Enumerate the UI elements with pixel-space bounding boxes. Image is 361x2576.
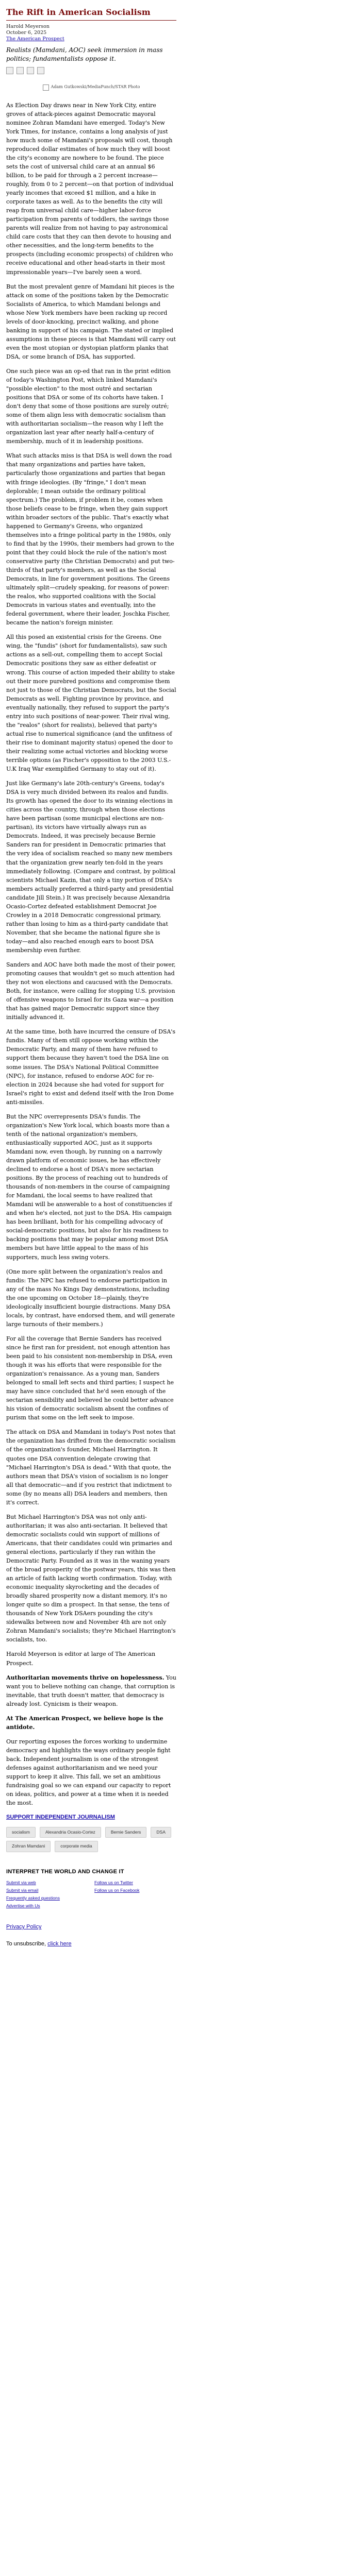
article-paragraph: Sanders and AOC have both made the most of their power, promoting causes that wouldn't get so much attention had they not won elections and caucused with the Democrats. Both, for instance, were calling for stopping U.S. provision of offensive weapons to Israel for its Gaza war—a position that has gained major Democratic support since they initially advanced it. <box>6 961 176 1021</box>
newsletter-links <box>6 1879 176 1910</box>
email-footer <box>6 1923 176 1948</box>
tag-chip[interactable]: Zohran Mamdani <box>6 1841 51 1852</box>
tag-chip[interactable]: corporate media <box>55 1841 97 1852</box>
article-image <box>6 78 176 97</box>
article-paragraph: But Michael Harrington's DSA was not only anti-authoritarian; it was also anti-sectarian. It believed that democratic socialists could win support of millions of Americans, that their candidates could win primaries and general elections, particularly if they ran within the Democratic Party. Founded as it was in the waning years of the broad prosperity of the postwar years, this was then an article of faith lacking worth confirmation. Today, with economic inequality skyrocketing and the decades of broadly shared prosperity now a distant memory, it's no longer quite so dim a prospect. In that sense, the tens of thousands of New York DSAers pounding the city's sidewalks between now and November 4th are not only Zohran Mamdani's socialists; they're Michael Harrington's socialists, too. <box>6 1513 176 1643</box>
newsletter-heading: INTERPRET THE WORLD AND CHANGE IT <box>6 1868 124 1875</box>
newsletter-link[interactable]: Advertise with Us <box>6 1903 40 1909</box>
newsletter-link <box>94 1895 176 1902</box>
article <box>6 6 176 1957</box>
newsletter-link[interactable]: Submit via email <box>6 1887 39 1893</box>
tag-chip[interactable]: socialism <box>6 1827 36 1838</box>
image-alt-text: Adam Gutkowski/MediaPunch/STAR Photo <box>51 84 140 90</box>
newsletter-link[interactable]: Submit via web <box>6 1879 36 1885</box>
share-print-icon[interactable] <box>37 67 44 74</box>
article-paragraph: What such attacks miss is that DSA is well down the road that many organizations and parties have taken, particularly those organizations and parties that began with fringe ideologies. (By "fringe," I don't mean deplorable; I mean outside the ordinary political spectrum.) The problem, if problem it be, comes when those beliefs cease to be fringe, when they gain support within broader sectors of the public. That's exactly what happened to Germany's Greens, who organized themselves into a fringe political party in the 1980s, only to find that by the 1990s, their members had grown to the point that they could block the rule of the nation's most conservative party (the Christian Democrats) and put two-thirds of that party's members, as well as the Social Democrats, in line for government positions. The Greens ultimately split—crudely speaking, for reasons of power: the realos, who supported coalitions with the Social Democrats in various states and eventually, into the federal government, where their leader, Joschka Fischer, became the nation's foreign minister. <box>6 452 175 626</box>
article-meta <box>6 24 176 43</box>
share-twitter-icon[interactable] <box>17 67 24 74</box>
article-body <box>6 101 176 1668</box>
article-paragraph: As Election Day draws near in New York City, entire groves of attack-pieces against Democratic mayoral nominee Zohran Mamdani have emerged. Today's New York Times, for instance, contains a long analysis of just how much some of Mamdani's proposals will cost, though reproduced dollar estimates of how much they will boost the city's economy are nowhere to be found. The piece sets the cost of universal child care at an annual $6 billion, to be paid for through a 2 percent increase—roughly, from 0 to 2 percent—on that portion of individual yearly incomes that exceed $1 million, and a hike in corporate taxes as well. As to the benefits the city will reap from universal child care—higher labor-force participation from parents of toddlers, the savings those parents will realize from not having to pay astronomical child care costs that they can then devote to housing and other necessities, and the long-term benefits to the prospects (including economic prospects) of children who receive educational and other head-starts in their most impressionable years—I've barely seen a word. <box>6 101 174 276</box>
tag-chip[interactable]: Alexandria Ocasio-Cortez <box>40 1827 101 1838</box>
date: October 6, 2025 <box>6 30 47 36</box>
article-paragraph: Harold Meyerson is editor at large of The American Prospect. <box>6 1651 156 1667</box>
article-paragraph: One such piece was an op-ed that ran in the print edition of today's Washington Post, which linked Mamdani's "possible election" to the most outré and sectarian positions that DSA or some of its cohorts have taken. I don't deny that some of those positions are surely outré; some of them align less with democratic socialism than with authoritarian socialism—the reason why I left the organization last year after nearly half-a-century of membership, much of it in leadership positions. <box>6 367 171 445</box>
author: Harold Meyerson <box>6 23 50 29</box>
tag-chip[interactable]: Bernie Sanders <box>105 1827 147 1838</box>
newsletter-link[interactable]: Follow us on Twitter <box>94 1879 133 1885</box>
article-paragraph: (One more split between the organization's realos and fundis: The NPC has refused to endorse participation in any of the mass No Kings Day demonstrations, including the one upcoming on October 18—plainly, they're ideologically insufficient bourgie distractions. Many DSA locals, by contrast, have endorsed them, and will generate large turnouts of their members.) <box>6 1268 175 1328</box>
share-row <box>6 67 176 74</box>
share-facebook-icon[interactable] <box>6 67 13 74</box>
support-link[interactable]: SUPPORT INDEPENDENT JOURNALISM <box>6 1814 115 1821</box>
article-title: The Rift in American Socialism <box>6 6 176 21</box>
article-paragraph: Just like Germany's late 20th-century's Greens, today's DSA is very much divided between its realos and fundis. Its growth has opened the door to its winning elections in cities across the country, through when those elections have been partisan (some municipal elections are non-partisan), its victors have virtually always run as Democrats. Indeed, it was precisely because Bernie Sanders ran for president in Democratic primaries that the very idea of socialism reached so many new members that the organization grew nearly ten-fold in the years immediately following. (Compare and contrast, by political scientists Michael Kazin, that only a tiny portion of DSA's members actually preferred a third-party and presidential candidate Jill Stein.) It was precisely because Alexandria Ocasio-Cortez defeated establishment Democrat Joe Crowley in a 2018 Democratic congressional primary, rather than losing to him as a third-party candidate that November, that she became the national figure she is today—and also reached enough ears to boost DSA membership even further. <box>6 780 176 954</box>
article-paragraph: For all the coverage that Bernie Sanders has received since he first ran for president, not enough attention has been paid to his consistent non-membership in DSA, even though it was his efforts that were responsible for the organization's renaissance. As a young man, Sanders belonged to small left sects and third parties; I suspect he may have since concluded that he'd seen enough of the sectarian sensibility and believed he could better advance his vision of democratic socialism absent the confines of purism that some on the left seek to impose. <box>6 1335 174 1421</box>
article-deck: Realists (Mamdani, AOC) seek immersion in mass politics; fundamentalists oppose it. <box>6 46 163 63</box>
tag-list <box>6 1827 176 1852</box>
article-paragraph: But the NPC overrepresents DSA's fundis. The organization's New York local, which boasts more than a tenth of the national organization's members, enthusiastically supported AOC, just as it supports Mamdani now, even though, by running on a narrowly drawn platform of economic issues, he has effectively declined to endorse a host of DSA's more sectarian positions. By the process of reaching out to hundreds of thousands of non-members in the course of campaigning for Mamdani, the local seems to have realized that Mamdani will be answerable to a host of constituencies if and when he's elected, not just to the DSA. His campaign has been brilliant, both for his compelling advocacy of social-democratic positions, but also for his readiness to backing positions that may be popular among most DSA members but have little appeal to the mass of his supporters, much less swing voters. <box>6 1113 172 1261</box>
pitch-paragraph-2: Our reporting exposes the forces working to undermine democracy and highlights the ways ordinary people fight back. Independent journalism is one of the strongest defenses against authoritarianism and we need your support to keep it alive. This fall, we set an ambitious fundraising goal so we can expand our capacity to report on ideas, politics, and power at a time when it is needed the most. <box>6 1738 171 1807</box>
share-email-icon[interactable] <box>27 67 34 74</box>
pitch-text-1: You want you to believe nothing can change, that corruption is inevitable, that truth doesn't matter, that democracy is already lost. Cynicism is their weapon. <box>6 1674 176 1707</box>
pitch-heading-1: Authoritarian movements thrive on hopelessness. <box>6 1674 165 1681</box>
newsletter-link <box>94 1903 176 1909</box>
broken-image-icon <box>43 84 49 91</box>
article-paragraph: At the same time, both have incurred the censure of DSA's fundis. Many of them still oppose working within the Democratic Party, and many of them have refused to support them because they haven't toed the DSA line on some issues. The DSA's National Political Committee (NPC), for instance, refused to endorse AOC for re-election in 2024 because she had voted for support for Israel's right to exist and defend itself with the Iron Dome anti-missiles. <box>6 1028 176 1106</box>
article-paragraph: But the most prevalent genre of Mamdani hit pieces is the attack on some of the positions taken by the Democratic Socialists of America, to which Mamdani belongs and whose New York members have been racking up record levels of door-knocking, precinct walking, and phone banking in support of his campaign. The stated or implied assumptions in these pieces is that Mamdani will carry out even the most utopian or dystopian platform planks that DSA, or some branch of DSA, has supported. <box>6 283 176 360</box>
article-paragraph: The attack on DSA and Mamdani in today's Post notes that the organization has drifted from the democratic socialism of the organization's founder, Michael Harrington. It quotes one DSA convention delegate crowing that "Michael Harrington's DSA is dead." With that quote, the authors mean that DSA's vision of socialism is no longer all that democratic—and if you restrict that indictment to some (by no means all) DSA leaders and members, then it's correct. <box>6 1429 176 1506</box>
article-paragraph: All this posed an existential crisis for the Greens. One wing, the "fundis" (short for fundamentalists), saw such actions as a sell-out, compelling them to accept Social Democratic positions they saw as either defeatist or wrong. This course of action impeded their ability to stake out their more purebred positions and compromise them not just to those of the Christian Democrats, but the Social Democrats as well. Fighting province by province, and eventually nationally, they refused to support the party's entry into such positions of near-power. Their rival wing, the "realos" (short for realists), believed that party's actual rise to numerical significance (and the unfitness of their rise to dominant majority status) opened the door to their realizing some actual victories and blocking worse terrible options (as Fischer's opposition to the 2003 U.S.-U.K Iraq War exemplified Germany to stay out of it). <box>6 634 176 773</box>
tag-chip[interactable]: DSA <box>151 1827 171 1838</box>
pitch-paragraph-1 <box>6 1673 176 1708</box>
pitch-heading-2: At The American Prospect, we believe hope is the antidote. <box>6 1715 163 1731</box>
newsletter-link[interactable]: Frequently asked questions <box>6 1895 60 1901</box>
publication-link[interactable]: The American Prospect <box>6 36 64 42</box>
privacy-policy-link[interactable]: Privacy Policy <box>6 1924 42 1930</box>
unsubscribe-prefix: To unsubscribe, <box>6 1941 46 1947</box>
unsubscribe-link[interactable]: click here <box>47 1941 72 1947</box>
newsletter-footer <box>6 1868 176 1910</box>
newsletter-link[interactable]: Follow us on Facebook <box>94 1887 140 1893</box>
